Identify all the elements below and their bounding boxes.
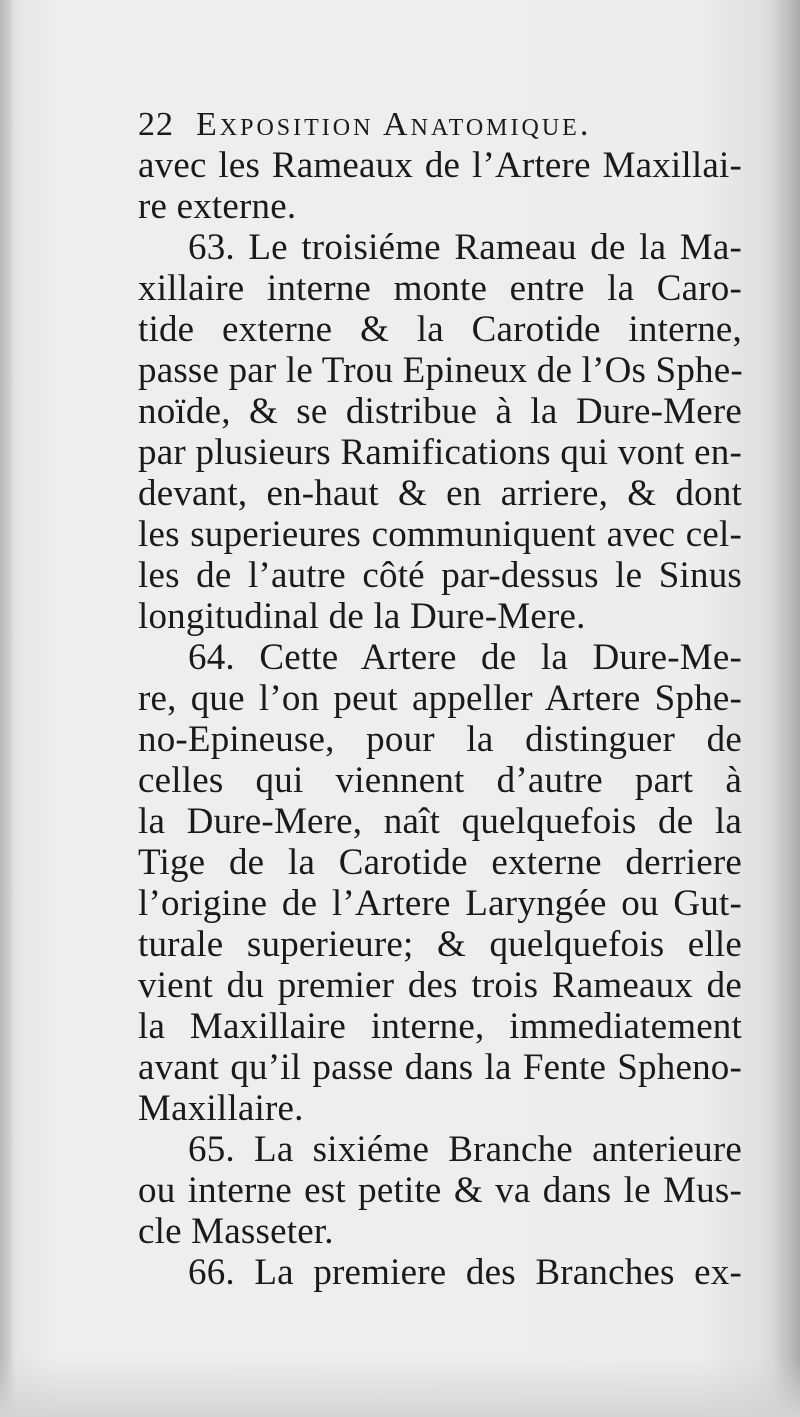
text-line: les superieures communiquent avec cel-	[138, 514, 742, 555]
page-number: 22	[138, 106, 174, 143]
text-line: noïde, & se distribue à la Dure-Mere	[138, 391, 742, 432]
paragraph-63-start: 63. Le troisiéme Rameau de la Ma-	[188, 227, 742, 268]
text-line: re externe.	[138, 186, 297, 227]
text-line: celles qui viennent d’autre part à	[138, 760, 742, 801]
running-title: Exposition Anatomique.	[196, 106, 592, 143]
text-line: xillaire interne monte entre la Caro-	[138, 268, 742, 309]
text-line: par plusieurs Ramifications qui vont en-	[138, 432, 742, 473]
running-head	[138, 102, 742, 145]
text-line: avec les Rameaux de l’Artere Maxillai-	[138, 145, 742, 186]
text-line: passe par le Trou Epineux de l’Os Sphe-	[138, 350, 743, 391]
text-line: Tige de la Carotide externe derriere	[138, 842, 742, 883]
text-line: turale superieure; & quelquefois elle	[138, 924, 742, 965]
text-line: Maxillaire.	[138, 1088, 304, 1129]
text-line: cle Masseter.	[138, 1211, 334, 1252]
paragraph-66-start: 66. La premiere des Branches ex-	[188, 1252, 742, 1293]
page-bottom-shade	[0, 1357, 800, 1417]
paragraph-64-start: 64. Cette Artere de la Dure-Me-	[188, 637, 742, 678]
text-line: la Maxillaire interne, immediatement	[138, 1006, 742, 1047]
text-line: ou interne est petite & va dans le Mus-	[138, 1170, 742, 1211]
text-line: longitudinal de la Dure-Mere.	[138, 596, 586, 637]
text-line: avant qu’il passe dans la Fente Spheno-	[138, 1047, 742, 1088]
page-edge	[774, 0, 800, 1417]
text-line: la Dure-Mere, naît quelquefois de la	[138, 801, 742, 842]
paragraph-65-start: 65. La sixiéme Branche anterieure	[188, 1129, 742, 1170]
text-line: no-Epineuse, pour la distinguer de	[138, 719, 742, 760]
text-line: vient du premier des trois Rameaux de	[138, 965, 742, 1006]
page-text	[138, 102, 742, 1293]
gutter-shadow	[0, 0, 14, 1417]
text-line: devant, en-haut & en arriere, & dont	[138, 473, 742, 514]
text-line: tide externe & la Carotide interne,	[138, 309, 742, 350]
text-line: les de l’autre côté par-dessus le Sinus	[138, 555, 742, 596]
text-line: re, que l’on peut appeller Artere Sphe-	[138, 678, 742, 719]
text-line: l’origine de l’Artere Laryngée ou Gut-	[138, 883, 742, 924]
